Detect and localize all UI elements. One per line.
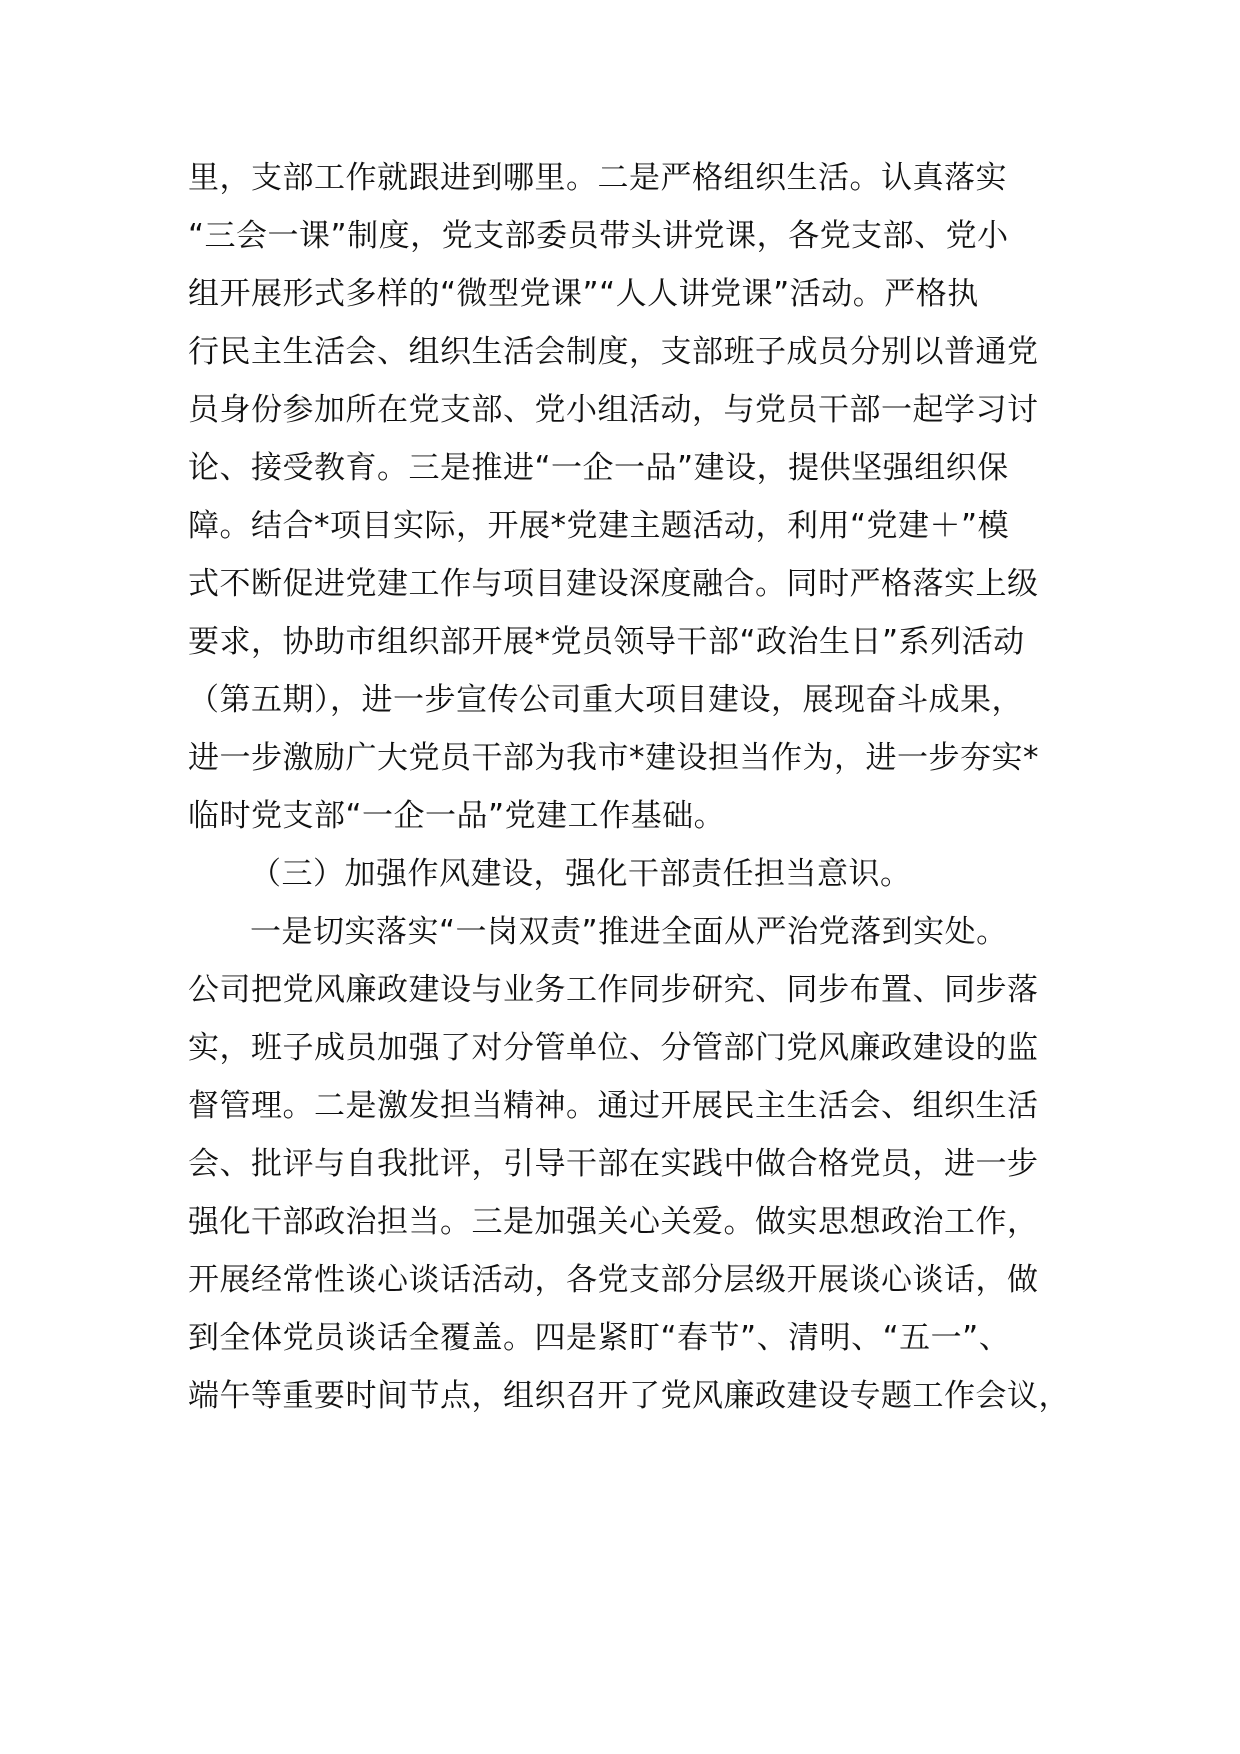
text-line: 临时党支部“一企一品”党建工作基础。 — [188, 798, 726, 834]
paragraph-first-line: 一是切实落实“一岗双责”推进全面从严治党落到实处。 — [250, 914, 1008, 950]
text-line: 要求，协助市组织部开展*党员领导干部“政治生日”系列活动 — [188, 624, 1025, 660]
text-line: 障。结合*项目实际，开展*党建主题活动，利用“党建＋”模 — [188, 508, 1010, 544]
text-line: 里，支部工作就跟进到哪里。二是严格组织生活。认真落实 — [188, 160, 1007, 196]
text-line: 公司把党风廉政建设与业务工作同步研究、同步布置、同步落 — [188, 972, 1039, 1008]
text-line: 员身份参加所在党支部、党小组活动，与党员干部一起学习讨 — [188, 392, 1039, 428]
text-line: 实，班子成员加强了对分管单位、分管部门党风廉政建设的监 — [188, 1030, 1039, 1066]
text-line: 式不断促进党建工作与项目建设深度融合。同时严格落实上级 — [188, 566, 1039, 602]
text-line: 强化干部政治担当。三是加强关心关爱。做实思想政治工作， — [188, 1204, 1039, 1240]
text-line: 行民主生活会、组织生活会制度，支部班子成员分别以普通党 — [188, 334, 1039, 370]
text-line: 会、批评与自我批评，引导干部在实践中做合格党员，进一步 — [188, 1146, 1039, 1182]
text-line: “三会一课”制度，党支部委员带头讲党课，各党支部、党小 — [188, 218, 1009, 254]
text-line: 端午等重要时间节点，组织召开了党风廉政建设专题工作会议， — [188, 1378, 1070, 1414]
section-heading: （三）加强作风建设，强化干部责任担当意识。 — [250, 856, 912, 892]
text-line: 到全体党员谈话全覆盖。四是紧盯“春节”、清明、“五一”、 — [188, 1320, 1011, 1356]
text-line: 进一步激励广大党员干部为我市*建设担当作为，进一步夯实* — [188, 740, 1039, 776]
text-line: 论、接受教育。三是推进“一企一品”建设，提供坚强组织保 — [188, 450, 1009, 486]
text-line: 开展经常性谈心谈话活动，各党支部分层级开展谈心谈话，做 — [188, 1262, 1039, 1298]
text-line: （第五期），进一步宣传公司重大项目建设，展现奋斗成果， — [188, 682, 1023, 718]
text-line: 组开展形式多样的“微型党课”“人人讲党课”活动。严格执 — [188, 276, 979, 312]
text-line: 督管理。二是激发担当精神。通过开展民主生活会、组织生活 — [188, 1088, 1039, 1124]
